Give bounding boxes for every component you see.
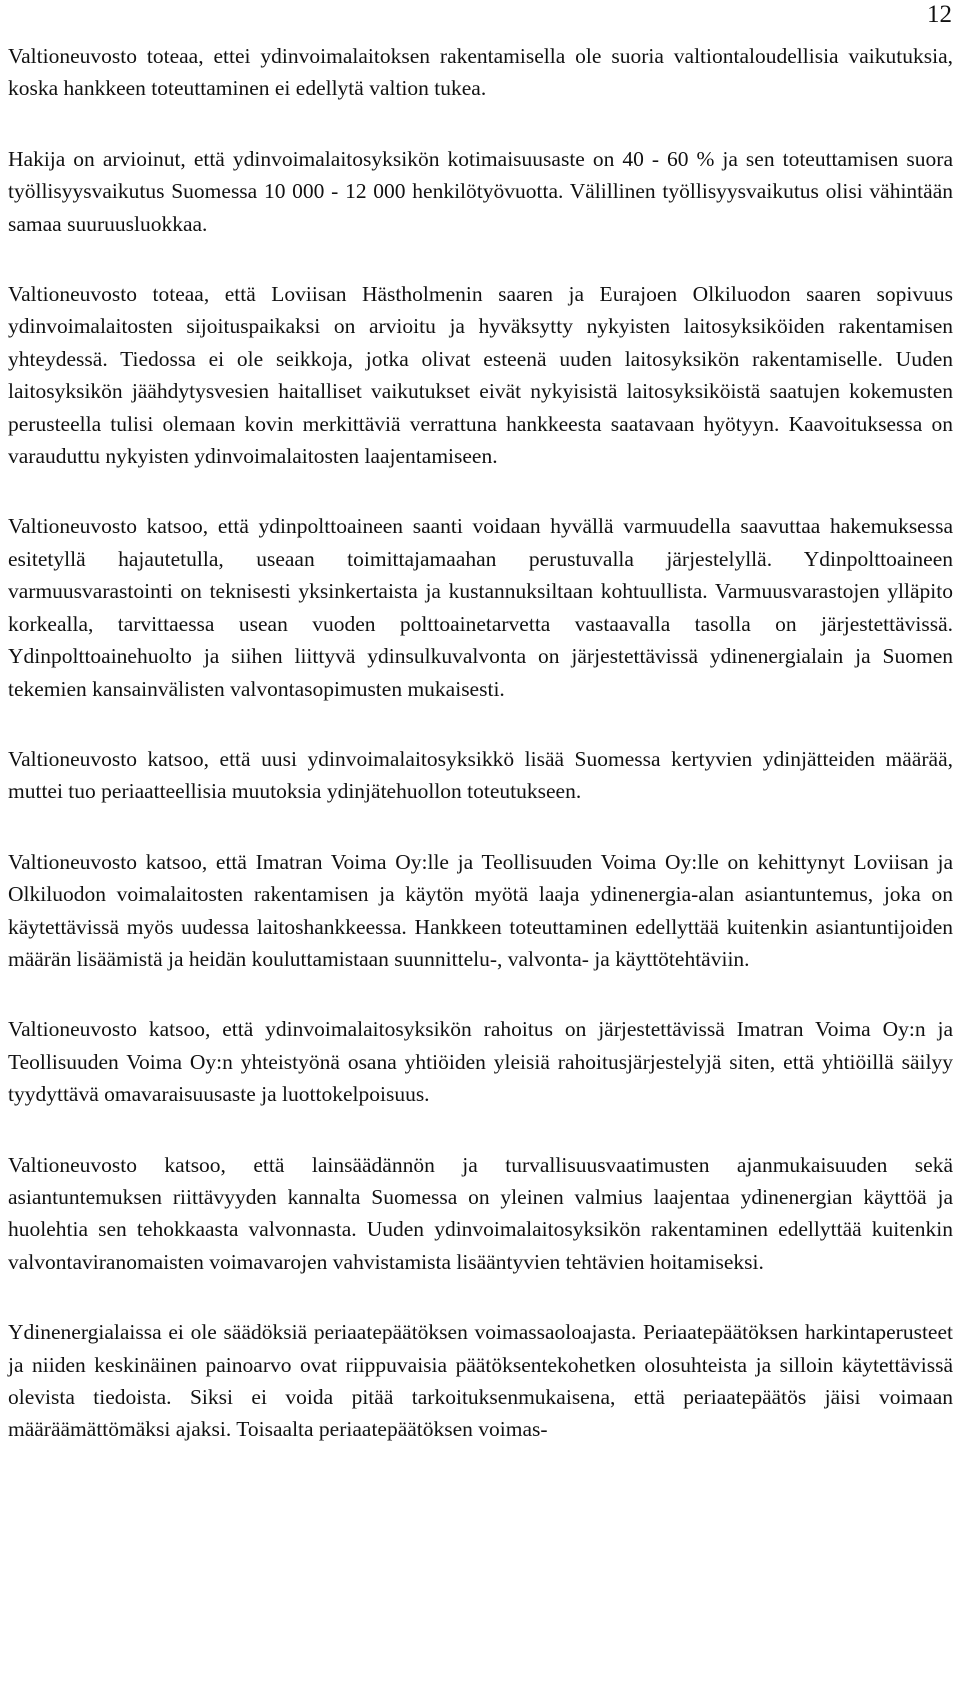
paragraph: Valtioneuvosto katsoo, että ydinvoimalaitosyksikön rahoitus on järjestettävissä Imatran Voima Oy:n ja Teollisuuden Voima Oy:n yhteistyönä osana yhtiöiden yleisiä rahoitusjärjestelyjä siten, että yhtiöillä säilyy tyydyttävä omavaraisuusaste ja luottokelpoisuus.	[8, 1017, 953, 1107]
paragraph: Valtioneuvosto katsoo, että uusi ydinvoimalaitosyksikkö lisää Suomessa kertyvien ydinjätteiden määrää, muttei tuo periaatteellisia muutoksia ydinjätehuollon toteutukseen.	[8, 746, 953, 804]
paragraph: Valtioneuvosto toteaa, ettei ydinvoimalaitoksen rakentamisella ole suoria valtiontaloudellisia vaikutuksia, koska hankkeen toteuttaminen ei edellytä valtion tukea.	[8, 44, 953, 101]
page-number: 12	[927, 1, 952, 28]
paragraph: Valtioneuvosto toteaa, että Loviisan Hästholmenin saaren ja Eurajoen Olkiluodon saaren sopivuus ydinvoimalaitosten sijoituspaikaksi on arvioitu ja hyväksytty nykyisten laitosyksiköiden rakentamisen yhteydessä. Tiedossa ei ole seikkoja, jotka olivat esteenä uuden laitosyksikön rakentamiselle. Uuden laitosyksikön jäähdytysvesien haitalliset vaikutukset eivät nykyisistä laitosyksiköistä saatujen kokemusten perusteella tulisi olemaan kovin merkittäviä verrattuna hankkeesta saatavaan hyötyyn. Kaavoituksessa on varauduttu nykyisten ydinvoimalaitosten laajentamiseen.	[8, 282, 953, 469]
paragraph: Valtioneuvosto katsoo, että lainsäädännön ja turvallisuusvaatimusten ajanmukaisuuden sekä asiantuntemuksen riittävyyden kannalta Suomessa on yleinen valmius laajentaa ydinenergian käyttöä ja huolehtia sen tehokkaasta valvonnasta. Uuden ydinvoimalaitosyksikön rakentaminen edellyttää kuitenkin valvontaviranomaisten voimavarojen vahvistamista lisääntyvien tehtävien hoitamiseksi.	[8, 1152, 953, 1274]
paragraph: Hakija on arvioinut, että ydinvoimalaitosyksikön kotimaisuusaste on 40 - 60 % ja sen toteuttamisen suora työllisyysvaikutus Suomessa 10 000 - 12 000 henkilötyövuotta. Välillinen työllisyysvaikutus olisi vähintään samaa suuruusluokkaa.	[8, 146, 953, 236]
document-body	[8, 40, 953, 1484]
paragraph: Valtioneuvosto katsoo, että Imatran Voima Oy:lle ja Teollisuuden Voima Oy:lle on kehittynyt Loviisan ja Olkiluodon voimalaitosten rakentamisen ja käytön myötä laaja ydinenergia-alan asiantuntemus, joka on käytettävissä myös uudessa laitoshankkeessa. Hankkeen toteuttaminen edellyttää kuitenkin asiantuntijoiden määrän lisäämistä ja heidän kouluttamistaan suunnittelu-, valvonta- ja käyttötehtäviin.	[8, 849, 953, 971]
paragraph: Valtioneuvosto katsoo, että ydinpolttoaineen saanti voidaan hyvällä varmuudella saavuttaa hakemuksessa esitetyllä hajautetulla, useaan toimittajamaahan perustuvalla järjestelyllä. Ydinpolttoaineen varmuusvarastointi on teknisesti yksinkertaista ja kustannuksiltaan kohtuullista. Varmuusvarastojen ylläpito korkealla, tarvittaessa usean vuoden polttoainetarvetta vastaavalla tasolla on järjestettävissä. Ydinpolttoainehuolto ja siihen liittyvä ydinsulkuvalvonta on järjestettävissä ydinenergialain ja Suomen tekemien kansainvälisten valvontasopimusten mukaisesti.	[8, 514, 953, 701]
paragraph: Ydinenergialaissa ei ole säädöksiä periaatepäätöksen voimassaoloajasta. Periaatepäätöksen harkintaperusteet ja niiden keskinäinen painoarvo ovat riippuvaisia päätöksentekohetken olosuhteista ja silloin käytettävissä olevista tiedoista. Siksi ei voida pitää tarkoituksenmukaisena, että periaatepäätös jäisi voimaan määräämättömäksi ajaksi. Toisaalta periaatepäätöksen voimas-	[8, 1320, 953, 1442]
